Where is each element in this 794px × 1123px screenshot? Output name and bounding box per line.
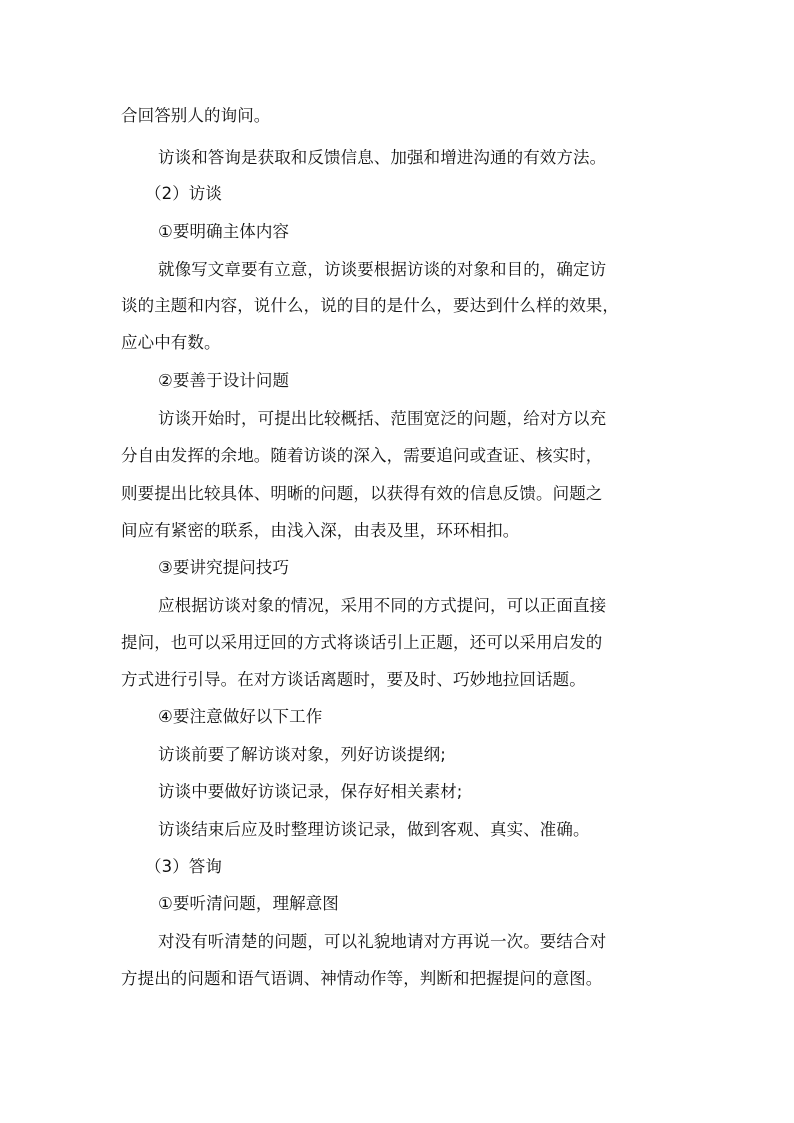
text-line: 方式进行引导。在对方谈话离题时，要及时、巧妙地拉回话题。: [121, 670, 586, 689]
text-line: 访谈和答询是获取和反馈信息、加强和增进沟通的有效方法。: [158, 148, 607, 167]
subsection-heading: ③要讲究提问技巧: [158, 558, 290, 577]
list-item: 访谈前要了解访谈对象，列好访谈提纲;: [158, 745, 446, 764]
subsection-heading: ②要善于设计问题: [158, 371, 290, 390]
text-line: 提问，也可以采用迂回的方式将谈话引上正题，还可以采用启发的: [121, 633, 603, 652]
text-line: 就像写文章要有立意，访谈要根据访谈的对象和目的，确定访: [158, 260, 607, 279]
section-heading: （3）答询: [145, 857, 222, 876]
text-line: 合回答别人的询问。: [121, 106, 271, 125]
list-item: 访谈中要做好访谈记录，保存好相关素材;: [158, 782, 463, 801]
text-line: 应心中有数。: [121, 333, 221, 352]
subsection-heading: ④要注意做好以下工作: [158, 707, 323, 726]
text-line: 访谈开始时，可提出比较概括、范围宽泛的问题，给对方以充: [158, 409, 607, 428]
text-line: 方提出的问题和语气语调、神情动作等，判断和把握提问的意图。: [121, 969, 603, 988]
text-line: 间应有紧密的联系，由浅入深，由表及里，环环相扣。: [121, 521, 520, 540]
subsection-heading: ①要明确主体内容: [158, 222, 290, 241]
section-heading: （2）访谈: [145, 184, 222, 203]
text-line: 谈的主题和内容，说什么，说的目的是什么，要达到什么样的效果，: [121, 296, 619, 315]
text-line: 则要提出比较具体、明晰的问题，以获得有效的信息反馈。问题之: [121, 484, 603, 503]
text-line: 应根据访谈对象的情况，采用不同的方式提问，可以正面直接: [158, 596, 607, 615]
subsection-heading: ①要听清问题，理解意图: [158, 894, 339, 913]
list-item: 访谈结束后应及时整理访谈记录，做到客观、真实、准确。: [158, 820, 590, 839]
text-line: 对没有听清楚的问题，可以礼貌地请对方再说一次。要结合对: [158, 932, 607, 951]
text-line: 分自由发挥的余地。随着访谈的深入，需要追问或查证、核实时，: [121, 446, 603, 465]
